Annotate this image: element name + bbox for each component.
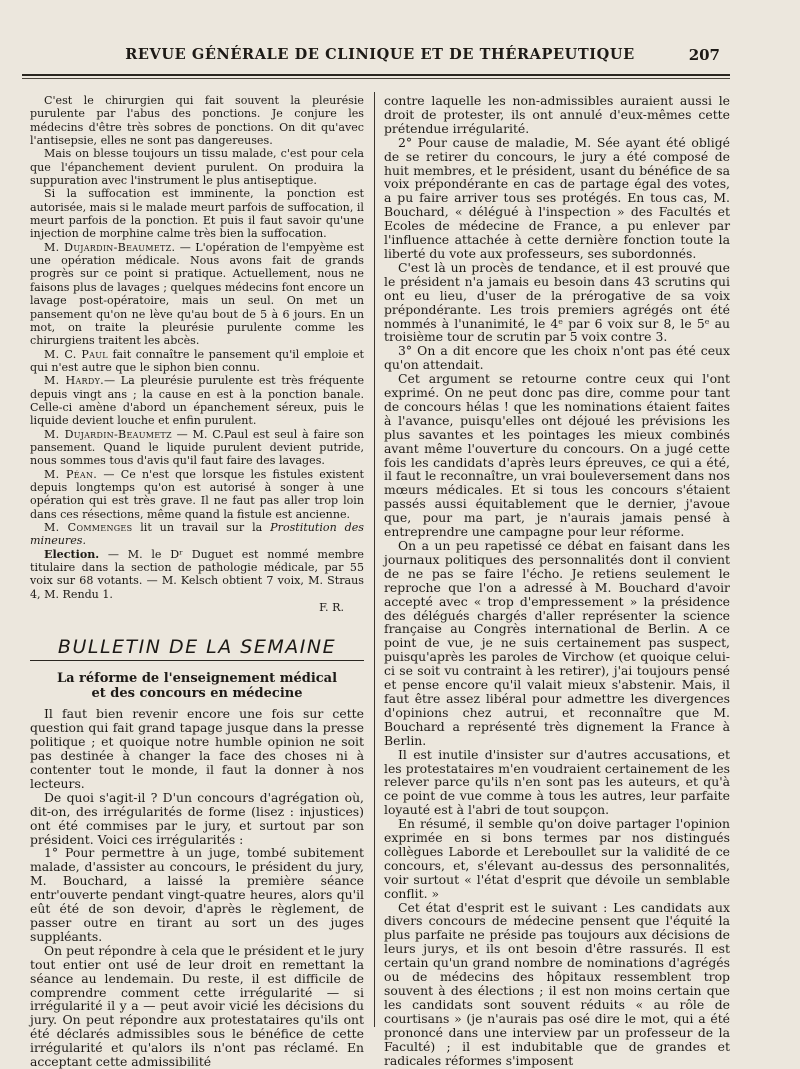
signature: F. R. xyxy=(319,601,344,615)
paragraph: Mais on blesse toujours un tissu malade, c'est pour cela que l'épanchement devient purulent. On produira la suppuration avec l'instrument le plus antiseptique. xyxy=(30,147,364,188)
article-paragraph: C'est là un procès de tendance, et il est prouvé que le président n'a jamais eu besoin dans 43 scrutins qui ont eu lieu, d'user de la prérogative de sa voix prépondérante. Les trois premiers agrégés ont été nommés à l'unanimité, le 4ᵉ par 6 voix sur 8, le 5ᵉ au troisième tour de scrutin par 5 voix contre 3. xyxy=(384,259,730,345)
article-paragraph: Cet état d'esprit est le suivant : Les candidats aux divers concours de médecine pensent que l'équité la plus parfaite ne préside pas toujours aux décisions de leurs jurys, et ils ont besoin d'être rassurés. Il est certain qu'un grand nombre de nominations d'agrégés ou de médecins des hôpitaux ressemblent trop souvent à des élections ; il est non moins certain que les candidats sont souvent réduits « au rôle de courtisans » (je n'aurais pas osé dire le mot, qui a été prononcé dans une interview par un professeur de la Faculté) ; il est indubitable que de grandes et radicales réformes s'imposent xyxy=(384,899,730,1068)
speaker-name: M. Commenges xyxy=(44,521,133,534)
speaker-name: M. C. Paul xyxy=(44,347,108,361)
article-paragraph: contre laquelle les non-admissibles auraient aussi le droit de protester, ils ont annulé d'eux-mêmes cette prétendue irrégularité. xyxy=(384,93,730,136)
discussion-paragraph xyxy=(30,374,364,427)
article-paragraph: De quoi s'agit-il ? D'un concours d'agrégation où, dit-on, des irrégularités de forme (lisez : injustices) ont été commises par le jury, et surtout par son président. Voici ces irrégularités : xyxy=(30,789,364,847)
column-divider xyxy=(374,92,375,1027)
article-paragraph: Cet argument se retourne contre ceux qui l'ont exprimé. On ne peut donc pas dire, comme pour tant de concours hélas ! que les nominations étaient faites à l'avance, puisqu'elles ont déjoué les prévisions les plus savantes et les pointages les mieux combinés avant même l'ouverture du concours. On a jugé cette fois les candidats d'après leurs épreuves, ce qui a été, il faut le reconnaître, un vrai bouleversement dans nos mœurs médicales. Et si tous les concours s'étaient passés aussi équitablement que le dernier, j'avoue que, pour ma part, je n'aurais jamais pensé à entreprendre une campagne pour leur réforme. xyxy=(384,371,730,540)
speaker-text: — La pleurésie purulente est très fréquente depuis vingt ans ; la cause en est à la ponction banale. Celle-ci amène d'abord un épanchement séreux, puis le liquide devient louche et enfin purulent. xyxy=(30,374,365,428)
article-paragraph: En résumé, il semble qu'on doive partager l'opinion exprimée en si bons termes par nos distingués collègues Laborde et Lereboullet sur la validité de ce concours, et, s'élevant au-dessus des personnalités, voir surtout « l'état d'esprit que dévoile un semblable conflit. » xyxy=(384,816,730,901)
speaker-name: M. Hardy. xyxy=(44,374,104,388)
paragraph: Si la suffocation est imminente, la ponction est autorisée, mais si le malade meurt parfois de suffocation, il meurt parfois de la ponction. Et puis il faut savoir qu'une injection de morphine calme très bien la suffocation. xyxy=(30,187,364,241)
page-header xyxy=(30,46,720,68)
speaker-text: — M. C.Paul est seul à faire son pansement. Quand le liquide purulent devient putride, nous sommes tous d'avis qu'il faut faire des lavages. xyxy=(30,427,364,468)
article-paragraph: On peut répondre à cela que le président et le jury tout entier ont usé de leur droit en remettant la séance au lendemain. Du reste, il est difficile de comprendre comment cette irrégularité — si irrégularité il y a — peut avoir vicié les décisions du jury. On peut répondre aux protestataires qu'ils ont été déclarés admissibles sous le bénéfice de cette irrégularité et qu'alors ils n'ont pas réclamé. En acceptant cette admissibilité xyxy=(30,942,364,1069)
election-paragraph xyxy=(30,548,364,601)
election-text: — M. le Dʳ Duguet est nommé membre titulaire dans la section de pathologie médicale, par 55 voix sur 68 votants. — M. Kelsch obtient 7 voix, M. Straus 4, M. Rendu 1. xyxy=(30,547,364,601)
speaker-name: M. Dujardin-Beaumetz xyxy=(44,427,172,441)
paragraph: C'est le chirurgien qui fait souvent la pleurésie purulente par l'abus des ponctions. Je conjure les médecins d'être très sobres de ponctions. On dit qu'avec l'antisepsie, elles ne sont pas dangereuses. xyxy=(30,94,364,148)
article-paragraph: 2° Pour cause de maladie, M. Sée ayant été obligé de se retirer du concours, le jury a été composé de huit membres, et le président, usant du bénéfice de sa voix prépondérante en cas de partage égal des votes, a pu faire arriver tous ses protégés. En tous cas, M. Bouchard, « délégué à l'inspection » des Facultés et Ecoles de médecine de France, a pu enlever par l'influence attachée à cette dernière fonction toute la liberté du vote aux professeurs, ses subordonnés. xyxy=(384,134,730,261)
speaker-text: — L'opération de l'empyème est une opération médicale. Nous avons fait de grands progrès sur ce point si pratique. Actuellement, nous ne faisons plus de lavages ; quelques médecins font encore un lavage post-opératoire, mais un seul. On met un pansement qu'on ne lève qu'au bout de 5 à 6 jours. En un mot, on traite la pleurésie purulente comme les chirurgiens traitent les abcès. xyxy=(30,240,364,348)
speaker-text: — Ce n'est que lorsque les fistules existent depuis longtemps qu'on est autorisé à songer à une opération qui est très grave. Il ne faut pas aller trop loin dans ces résections, même quand la fistule est ancienne. xyxy=(30,467,364,521)
header-rule xyxy=(22,74,730,76)
speaker-text: fait connaître le pansement qu'il emploie et qui n'est autre que le siphon bien connu. xyxy=(30,347,364,374)
speaker-text: lit un travail sur la xyxy=(132,521,271,534)
discussion-paragraph xyxy=(30,468,364,521)
discussion-paragraph xyxy=(30,241,364,348)
article-title-line: La réforme de l'enseignement médical xyxy=(56,671,338,687)
speaker-name: M. Dujardin-Beaumetz. xyxy=(44,240,176,254)
bulletin-rule xyxy=(30,660,364,661)
discussion-paragraph xyxy=(30,521,364,548)
article-paragraph: On a un peu rapetissé ce débat en faisant dans les journaux politiques des personnalités dont il convient de ne pas se faire l'écho. Je retiens seulement le reproche que l'on a adressé à M. Bouchard d'avoir accepté avec « trop d'empressement » la présidence des délégués chargés d'aller représenter la science française au Congrès international de Berlin. A ce point de vue, je ne suis certainement pas suspect, puisqu'après les paroles de Virchow (et quoique celui-ci se soit vu contraint à les retirer), j'ai toujours pensé et pense encore qu'il valait mieux s'abstenir. Mais, il faut être assez libéral pour admettre les divergences d'opinions chez autrui, et reconnaître que M. Bouchard a représenté très dignement la France à Berlin. xyxy=(384,538,730,748)
article-paragraph: 3° On a dit encore que les choix n'ont pas été ceux qu'on attendait. xyxy=(384,343,730,373)
right-column xyxy=(384,94,730,1067)
article-title-line: et des concours en médecine xyxy=(91,686,303,702)
election-label: Election. xyxy=(44,547,100,561)
running-head: REVUE GÉNÉRALE DE CLINIQUE ET DE THÉRAPEUTIQUE xyxy=(125,46,635,63)
article-title xyxy=(30,671,364,701)
header-rule-thin xyxy=(22,78,730,79)
bulletin-title: BULLETIN DE LA SEMAINE xyxy=(57,636,337,659)
article-paragraph: Il est inutile d'insister sur d'autres accusations, et les protestataires m'en voudraient certainement de les relever parce qu'ils n'en sont pas les auteurs, et qu'à ce point de vue comme à tous les autres, leur parfaite loyauté est à l'abri de tout soupçon. xyxy=(384,746,730,818)
work-title: Prostitution des mineures. xyxy=(30,521,364,548)
article-paragraph: Il faut bien revenir encore une fois sur cette question qui fait grand tapage jusque dans la presse politique ; et quoique notre humble opinion ne soit pas destinée à changer la face des choses ni à contenter tout le monde, il faut la donner à nos lecteurs. xyxy=(30,706,364,791)
left-column xyxy=(30,94,364,1069)
discussion-paragraph xyxy=(30,428,364,468)
speaker-name: M. Péan. xyxy=(44,467,98,481)
page-number: 207 xyxy=(688,46,720,64)
discussion-paragraph xyxy=(30,348,364,375)
article-paragraph: 1° Pour permettre à un juge, tombé subitement malade, d'assister au concours, le président du jury, M. Bouchard, a laissé la première séance entr'ouverte pendant vingt-quatre heures, alors qu'il eût été de son devoir, d'après le règlement, de passer outre en tirant au sort un des juges suppléants. xyxy=(30,845,364,944)
